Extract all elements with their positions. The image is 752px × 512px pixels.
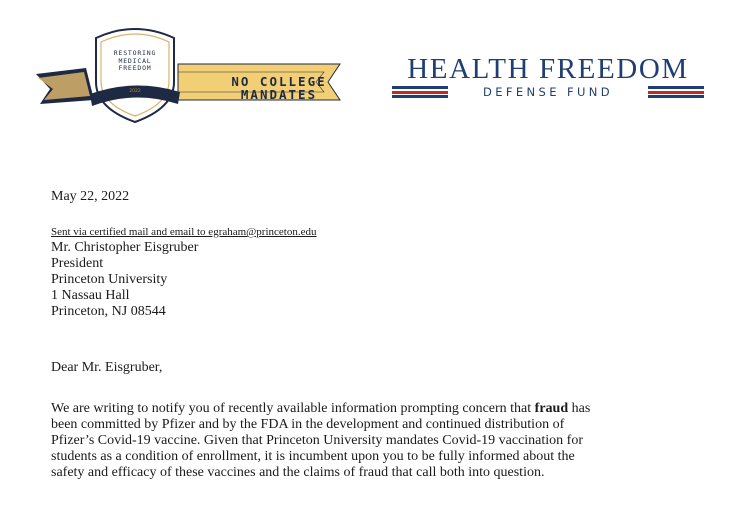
salutation: Dear Mr. Eisgruber, [51,360,163,375]
ncm-logo-graphic [28,12,348,124]
shield-line-2: MEDICAL [118,56,152,65]
ncm-banner-text [218,75,340,101]
body-paragraph [51,401,741,481]
shield-outline [96,29,174,122]
paragraph-line: Pfizer’s Covid-19 vaccine. Given that Princeton University mandates Covid-19 vaccination for [51,433,583,448]
hfdf-subtitle: DEFENSE FUND [482,85,614,99]
paragraph-line: safety and efficacy of these vaccines and the claims of fraud that call both into question. [51,465,545,480]
no-college-mandates-logo [28,12,348,124]
address-line: Princeton University [51,272,168,287]
recipient-address [51,240,198,320]
address-line: 1 Nassau Hall [51,288,130,303]
shield-line-1: RESTORING [113,49,157,57]
paragraph-text: We are writing to notify you of recently available information prompting concern that [51,401,535,416]
bold-fraud: fraud [534,401,569,416]
shield-year: 2022 [129,89,141,94]
sent-via-line: Sent via certified mail and email to egraham@princeton.edu [51,226,317,238]
address-line: President [51,256,104,271]
paragraph-text: has [568,401,591,416]
health-freedom-defense-fund-logo [392,54,704,104]
ncm-line-2: MANDATES [240,87,318,102]
shield-text [104,50,166,73]
paragraph-line: been committed by Pfizer and by the FDA in the development and continued distribution of [51,417,565,432]
address-line: Mr. Christopher Eisgruber [51,240,199,255]
ncm-line-1: NO COLLEGE [231,74,327,89]
address-line: Princeton, NJ 08544 [51,304,166,319]
stripes-right [648,86,704,98]
stripes-left [392,86,448,98]
hfdf-title: HEALTH FREEDOM [407,53,689,85]
paragraph-line: students as a condition of enrollment, it is incumbent upon you to be fully informed about the [51,449,575,464]
paragraph-line [51,401,741,417]
letter-date: May 22, 2022 [51,189,130,204]
shield-line-3: FREEDOM [118,64,152,72]
